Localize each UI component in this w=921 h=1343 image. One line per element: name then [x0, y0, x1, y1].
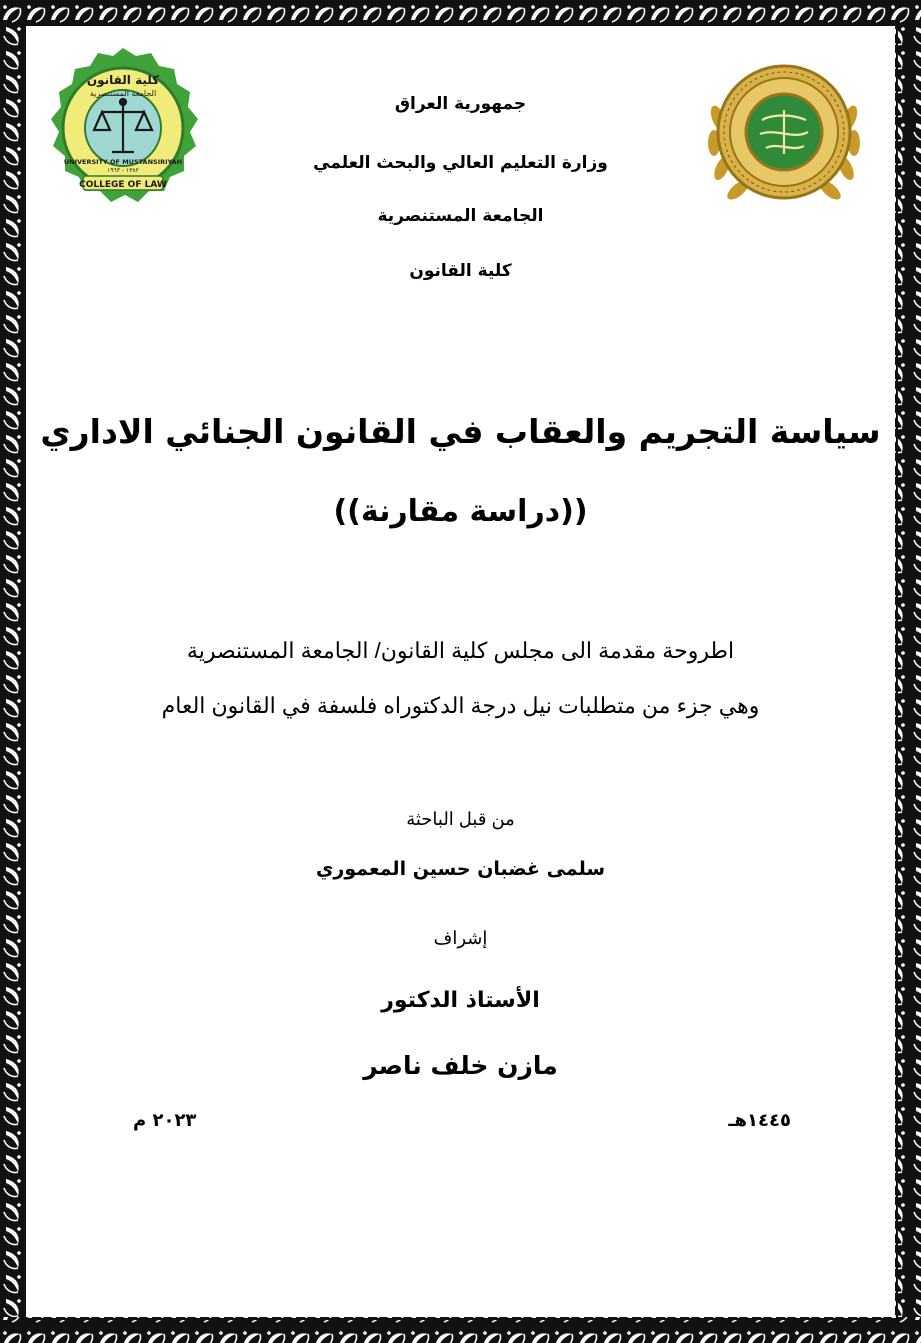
researcher-name: سلمى غضبان حسين المعموري [315, 858, 606, 880]
header-ministry: وزارة التعليم العالي والبحث العلمي [313, 153, 608, 173]
document-page [26, 26, 895, 1317]
supervisor-rank: الأستاذ الدكتور [381, 988, 540, 1013]
header-college: كلية القانون [409, 261, 512, 281]
logo-english-ring: UNIVERSITY OF MUSTANSIRIYAH [63, 158, 183, 166]
submission-line-2: وهي جزء من متطلبات نيل درجة الدكتوراه فلسفة في القانون العام [161, 693, 760, 718]
researcher-label: من قبل الباحثة [406, 809, 515, 829]
submission-line-1: اطروحة مقدمة الى مجلس كلية القانون/ الجامعة المستنصرية [186, 638, 735, 663]
supervision-label: إشراف [433, 928, 488, 948]
hijri-date: ١٤٤٥هـ [728, 1110, 791, 1131]
logo-arabic-ring: الجامعة المستنصرية [89, 89, 157, 98]
logo-arabic-title: كلية القانون [86, 73, 160, 87]
supervisor-name: مازن خلف ناصر [363, 1051, 558, 1080]
header-country: جمهورية العراق [394, 94, 527, 114]
logo-year: ١٣٨٢ - ١٩٦٣ [107, 167, 139, 174]
thesis-subtitle: ((دراسة مقارنة)) [333, 494, 588, 529]
logo-banner-text: COLLEGE OF LAW [79, 180, 167, 190]
header-university: الجامعة المستنصرية [377, 206, 544, 226]
gregorian-date: ٢٠٢٣ م [133, 1110, 197, 1131]
thesis-title: سياسة التجريم والعقاب في القانون الجنائي الاداري [40, 412, 881, 451]
